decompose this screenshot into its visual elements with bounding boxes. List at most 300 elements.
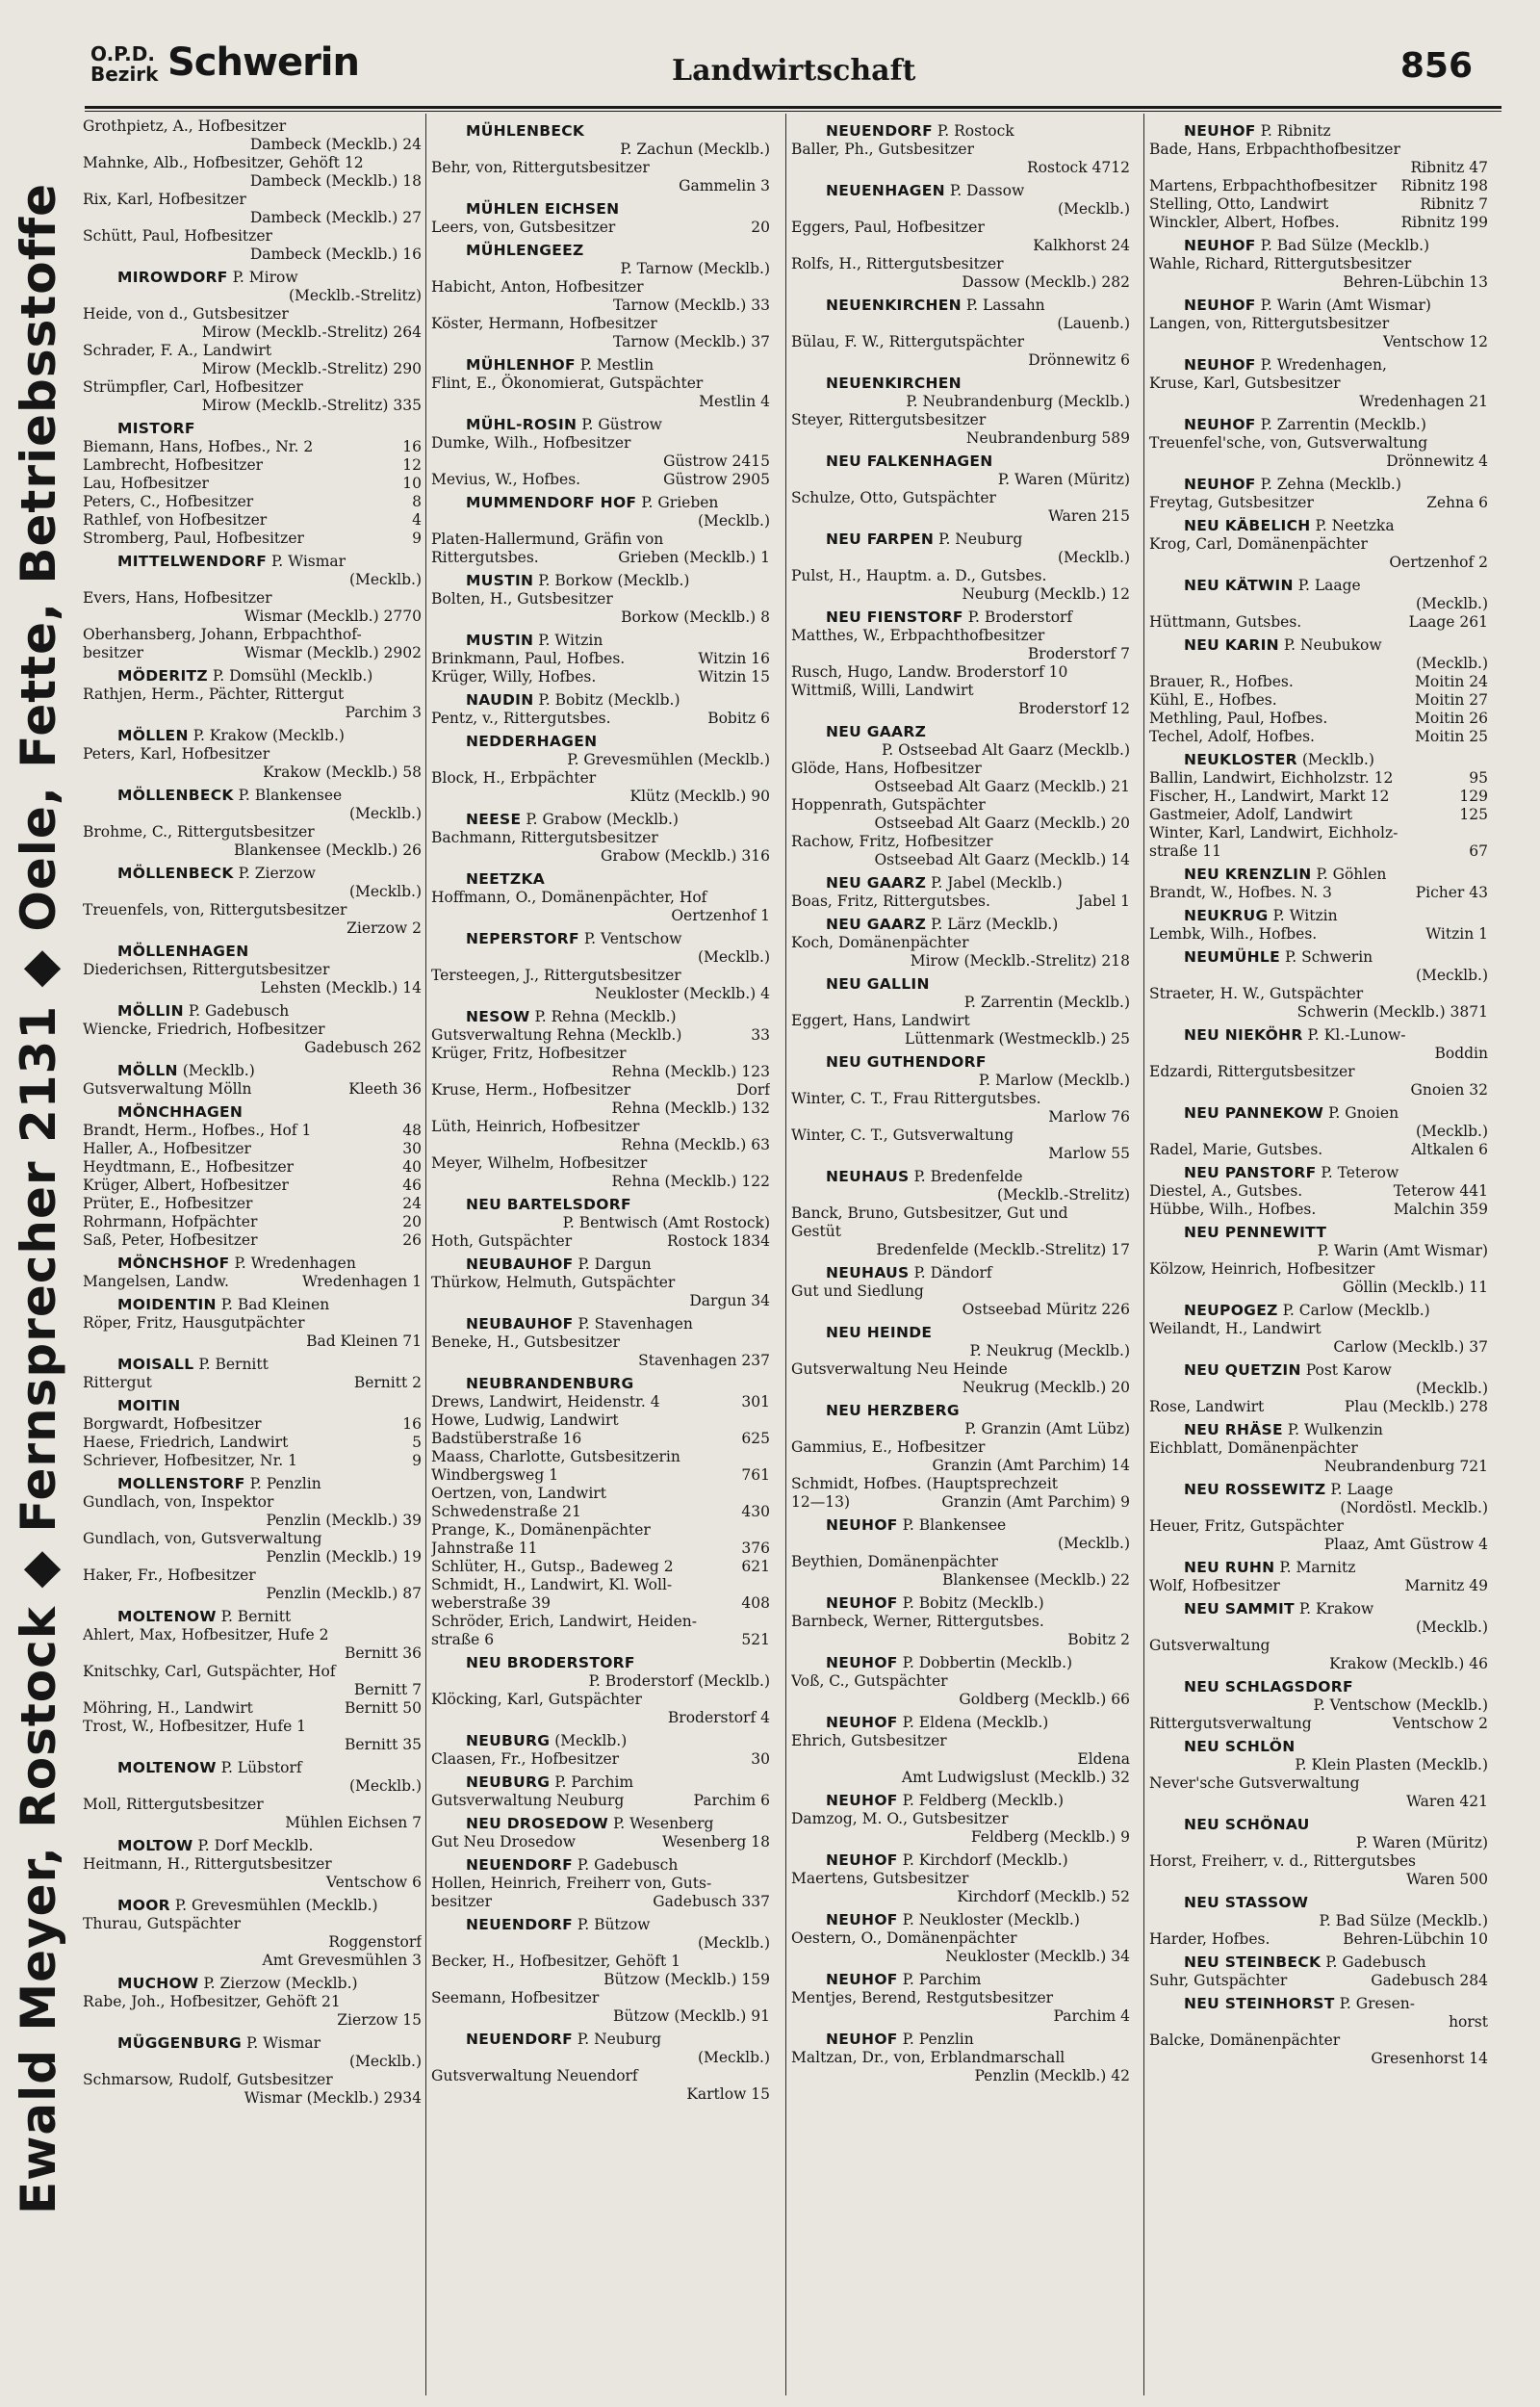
entry-location: (Mecklb.): [348, 805, 422, 822]
entry-phone: Parchim 6: [693, 1792, 770, 1809]
directory-entry: Trost, W., Hofbesitzer, Hufe 1: [83, 1718, 307, 1735]
place-name: NEU FIENSTORF: [826, 608, 963, 626]
place-heading: [791, 916, 1130, 934]
entry-name: Wolf, Hofbesitzer: [1149, 1577, 1280, 1594]
directory-entry-row: [1149, 1972, 1488, 1990]
place-heading: [431, 1255, 770, 1274]
directory-entry: Schröder, Erich, Landwirt, Heiden-: [431, 1613, 697, 1630]
place-heading: [791, 1714, 1130, 1732]
directory-entry-row: [431, 1558, 770, 1576]
post-office: P. Stavenhagen: [578, 1315, 693, 1333]
post-office: P. Bützow: [577, 1916, 651, 1933]
directory-entry: Wahle, Richard, Rittergutsbesitzer: [1149, 255, 1412, 272]
entry-location: Penzlin (Mecklb.) 87: [266, 1585, 422, 1602]
entry-phone: Rostock 1834: [667, 1232, 770, 1250]
entry-name: Rose, Landwirt: [1149, 1398, 1265, 1415]
directory-entry: Beythien, Domänenpächter: [791, 1553, 998, 1570]
entry-location: Mühlen Eichsen 7: [285, 1814, 422, 1831]
place-heading: [1149, 297, 1488, 315]
directory-entry: Maass, Charlotte, Gutsbesitzerin: [431, 1448, 680, 1465]
directory-entry: Hollen, Heinrich, Freiherr von, Guts-: [431, 1875, 712, 1892]
place-heading: [1149, 907, 1488, 925]
directory-entry: Ehrich, Gutsbesitzer: [791, 1732, 947, 1749]
entry-location: (Mecklb.): [697, 948, 770, 966]
entry-phone: Witzin 1: [1425, 925, 1488, 943]
place-heading: [83, 1002, 422, 1021]
entry-location: Stavenhagen 237: [638, 1352, 770, 1369]
place-heading: [791, 297, 1130, 315]
directory-entry: Bolten, H., Gutsbesitzer: [431, 590, 613, 608]
entry-phone: Ribnitz 198: [1400, 177, 1488, 194]
place-name: MÖNCHHAGEN: [117, 1103, 244, 1121]
post-office: P. Gnoien: [1328, 1104, 1399, 1122]
entry-name: Schwedenstraße 21: [431, 1503, 581, 1520]
directory-entry: Thurau, Gutspächter: [83, 1915, 241, 1932]
directory-entry: Kruse, Karl, Gutsbesitzer: [1149, 375, 1341, 392]
directory-entry: Barnbeck, Werner, Rittergutsbes.: [791, 1613, 1044, 1630]
entry-name: Badstüberstraße 16: [431, 1430, 582, 1447]
place-heading: [791, 1516, 1130, 1535]
place-heading: [431, 1732, 770, 1750]
entry-name: Rittergutsverwaltung: [1149, 1715, 1312, 1732]
directory-entry: Oestern, O., Domänenpächter: [791, 1929, 1017, 1947]
entry-location: Kalkhorst 24: [1033, 237, 1130, 254]
entry-phone: Gadebusch 284: [1371, 1972, 1488, 1989]
place-heading: [431, 1773, 770, 1792]
directory-entry: Bade, Hans, Erbpachthofbesitzer: [1149, 141, 1400, 158]
place-heading: [1149, 577, 1488, 595]
post-office: P. Gadebusch: [188, 1002, 290, 1020]
entry-phone: 30: [751, 1750, 770, 1768]
directory-entry: Voß, C., Gutspächter: [791, 1672, 948, 1690]
entry-name: Saß, Peter, Hofbesitzer: [83, 1231, 258, 1249]
place-heading: [431, 200, 770, 219]
entry-phone: Malchin 359: [1393, 1201, 1488, 1218]
entry-location: Neukrug (Mecklb.) 20: [962, 1379, 1130, 1396]
directory-entry: Rusch, Hugo, Landw. Broderstorf 10: [791, 663, 1068, 681]
post-office: P. Broderstorf: [967, 608, 1073, 626]
place-name: NEU SAMMIT: [1184, 1600, 1295, 1618]
directory-entry: Becker, H., Hofbesitzer, Gehöft 1: [431, 1953, 681, 1970]
post-office: P. Grevesmühlen (Mecklb.): [174, 1897, 378, 1914]
district-city: Schwerin: [167, 40, 359, 85]
place-heading: [431, 494, 770, 512]
place-name: NEU KÄBELICH: [1184, 517, 1311, 534]
entry-location: P. Bad Sülze (Mecklb.): [1319, 1912, 1488, 1929]
entry-location: Blankensee (Mecklb.) 22: [941, 1571, 1130, 1589]
entry-name: Schriever, Hofbesitzer, Nr. 1: [83, 1452, 298, 1469]
entry-name: Claasen, Fr., Hofbesitzer: [431, 1750, 620, 1768]
place-heading: [1149, 1481, 1488, 1499]
entry-phone: 26: [402, 1231, 422, 1249]
place-heading: [1149, 1026, 1488, 1045]
post-office: P. Bad Kleinen: [220, 1296, 330, 1313]
directory-entry: Mahnke, Alb., Hofbesitzer, Gehöft 12: [83, 154, 364, 171]
directory-entry: Howe, Ludwig, Landwirt: [431, 1411, 619, 1429]
post-office: P. Güstrow: [581, 416, 662, 433]
entry-phone: Moitin 27: [1415, 691, 1488, 709]
entry-location: Broderstorf 4: [667, 1709, 770, 1726]
place-heading: [83, 727, 422, 745]
place-heading: [431, 811, 770, 829]
entry-name: Techel, Adolf, Hofbes.: [1149, 728, 1315, 745]
entry-name: Stromberg, Paul, Hofbesitzer: [83, 530, 304, 547]
post-office: P. Dändorf: [913, 1264, 992, 1281]
entry-location: P. Neubrandenburg (Mecklb.): [906, 393, 1130, 410]
directory-entry: Ahlert, Max, Hofbesitzer, Hufe 2: [83, 1626, 329, 1643]
entry-location: Bützow (Mecklb.) 159: [603, 1971, 770, 1988]
entry-phone: 46: [402, 1177, 422, 1194]
entry-location: Waren 500: [1406, 1871, 1488, 1888]
directory-entry-row: [431, 1893, 770, 1911]
entry-location: Marlow 76: [1048, 1108, 1130, 1126]
directory-column-1: [83, 117, 422, 2399]
entry-phone: 621: [741, 1558, 770, 1575]
post-office: P. Grabow (Mecklb.): [526, 811, 679, 828]
place-name: NEU BARTELSDORF: [466, 1196, 631, 1213]
entry-location: Mirow (Mecklb.-Strelitz) 335: [201, 397, 422, 414]
entry-location: (Mecklb.): [1057, 549, 1130, 566]
place-name: NEU GAARZ: [826, 916, 927, 933]
entry-location: Bützow (Mecklb.) 91: [613, 2007, 770, 2025]
place-name: NEU GUTHENDORF: [826, 1053, 987, 1071]
entry-name: Diestel, A., Gutsbes.: [1149, 1182, 1303, 1200]
post-office: P. Parchim: [554, 1773, 634, 1791]
directory-entry: Strümpfler, Carl, Hofbesitzer: [83, 378, 303, 396]
entry-location: Blankensee (Mecklb.) 26: [233, 841, 422, 859]
column-divider: [1143, 114, 1144, 2395]
entry-location: Wismar (Mecklb.) 2770: [244, 608, 422, 625]
entry-location: Ostseebad Alt Gaarz (Mecklb.) 14: [874, 851, 1130, 868]
post-office: P. Kirchdorf (Mecklb.): [902, 1851, 1068, 1869]
entry-phone: Wredenhagen 1: [302, 1273, 422, 1290]
directory-entry: Winter, C. T., Gutsverwaltung: [791, 1126, 1014, 1144]
post-office: P. Bad Sülze (Mecklb.): [1260, 237, 1430, 254]
entry-location: Eldena: [1077, 1750, 1130, 1768]
entry-name: Lembk, Wilh., Hofbes.: [1149, 925, 1318, 943]
entry-location: Rostock 4712: [1027, 159, 1130, 176]
entry-location: P. Marlow (Mecklb.): [978, 1072, 1130, 1089]
entry-phone: 4: [412, 511, 422, 529]
place-heading: [431, 356, 770, 375]
entry-phone: Bernitt 2: [353, 1374, 422, 1391]
entry-location: Penzlin (Mecklb.) 42: [974, 2067, 1130, 2084]
directory-entry-row: [1149, 1398, 1488, 1416]
directory-entry-row: [1149, 177, 1488, 195]
directory-entry: Rachow, Fritz, Hofbesitzer: [791, 833, 993, 850]
entry-phone: Ventschow 2: [1392, 1715, 1488, 1732]
post-office: P. Neuburg: [577, 2031, 662, 2048]
directory-entry: Behr, von, Rittergutsbesitzer: [431, 159, 650, 176]
place-heading: [431, 930, 770, 948]
entry-location: (Mecklb.): [697, 512, 770, 530]
place-heading: [83, 1475, 422, 1493]
place-name: NEUHAUS: [826, 1168, 910, 1185]
entry-location: Rehna (Mecklb.) 132: [611, 1100, 770, 1117]
entry-name: Winter, Karl, Landwirt, Eichholz-: [1149, 824, 1399, 841]
directory-entry-row: [1149, 494, 1488, 512]
entry-location: Tarnow (Mecklb.) 33: [613, 297, 770, 314]
entry-phone: Moitin 25: [1415, 728, 1488, 745]
directory-entry-row: [431, 1631, 770, 1649]
entry-location: Dambeck (Mecklb.) 18: [249, 172, 422, 190]
entry-phone: Wesenberg 18: [661, 1833, 770, 1851]
directory-entry-row: [1149, 1182, 1488, 1201]
place-heading: [791, 1264, 1130, 1282]
entry-location: (Mecklb.): [1415, 967, 1488, 984]
entry-location: Mestlin 4: [699, 393, 770, 410]
post-office: P. Teterow: [1321, 1164, 1399, 1181]
entry-name: Harder, Hofbes.: [1149, 1930, 1270, 1948]
directory-entry: Straeter, H. W., Gutspächter: [1149, 985, 1364, 1002]
post-office: P. Bernitt: [220, 1608, 292, 1625]
entry-location: Dambeck (Mecklb.) 16: [249, 246, 422, 263]
place-heading: [431, 691, 770, 710]
post-office: (Mecklb.): [182, 1062, 255, 1079]
directory-entry-row: [1149, 824, 1488, 842]
entry-name: Krüger, Albert, Hofbesitzer: [83, 1177, 289, 1194]
place-name: MITTELWENDORF: [117, 553, 268, 570]
directory-entry-row: [1149, 214, 1488, 232]
advert-text: Ewald Meyer, Rostock ◆ Fernsprecher 2131 ◆ Oele, Fette, Betriebsstoffe: [11, 182, 66, 2215]
entry-name: Rittergutsbes.: [431, 549, 539, 566]
post-office: P. Dobbertin (Mecklb.): [902, 1654, 1073, 1671]
entry-location: Bernitt 36: [344, 1644, 422, 1662]
place-name: NEUBURG: [466, 1773, 551, 1791]
entry-name: Boas, Fritz, Rittergutsbes.: [791, 893, 990, 910]
entry-name: Möhring, H., Landwirt: [83, 1699, 253, 1717]
place-heading: [1149, 866, 1488, 884]
entry-phone: Gadebusch 337: [653, 1893, 770, 1910]
post-office: P. Zehna (Mecklb.): [1260, 476, 1401, 493]
place-name: NEDDERHAGEN: [466, 733, 598, 750]
place-heading: [83, 1608, 422, 1626]
place-name: NEUHOF: [826, 1654, 898, 1671]
directory-entry: Bülau, F. W., Rittergutspächter: [791, 333, 1024, 350]
entry-name: Pentz, v., Rittergutsbes.: [431, 710, 611, 727]
place-name: NEUBAUHOF: [466, 1315, 574, 1333]
directory-entry-row: [431, 1833, 770, 1851]
place-heading: [83, 1837, 422, 1855]
entry-phone: 16: [402, 438, 422, 455]
entry-location: Wismar (Mecklb.) 2934: [244, 2089, 422, 2107]
place-heading: [791, 1594, 1130, 1613]
directory-entry-row: [1149, 1141, 1488, 1159]
place-name: NEUHOF: [826, 1594, 898, 1612]
entry-phone: Ribnitz 7: [1420, 195, 1488, 213]
entry-phone: Witzin 16: [698, 650, 770, 667]
entry-location: (Mecklb.): [348, 571, 422, 588]
place-heading: [1149, 1894, 1488, 1912]
entry-name: Borgwardt, Hofbesitzer: [83, 1415, 262, 1433]
entry-phone: 30: [402, 1140, 422, 1157]
entry-location: Neukloster (Mecklb.) 4: [595, 985, 770, 1002]
place-name: MOLLENSTORF: [117, 1475, 245, 1492]
post-office: P. Neetzka: [1315, 517, 1395, 534]
place-name: NEU FARPEN: [826, 531, 935, 548]
entry-location: Dambeck (Mecklb.) 27: [249, 209, 422, 226]
directory-entry-row: [431, 1026, 770, 1045]
directory-entry: Habicht, Anton, Hofbesitzer: [431, 278, 644, 296]
directory-entry: Gundlach, von, Gutsverwaltung: [83, 1530, 322, 1547]
directory-entry: Klöcking, Karl, Gutspächter: [431, 1691, 642, 1708]
entry-phone: Ribnitz 199: [1400, 214, 1488, 231]
directory-entry-row: [431, 549, 770, 567]
entry-phone: 9: [412, 530, 422, 547]
entry-name: Hoth, Gutspächter: [431, 1232, 573, 1250]
post-office: P. Warin (Amt Wismar): [1260, 297, 1431, 314]
directory-entry: Matthes, W., Erbpachthofbesitzer: [791, 627, 1045, 644]
post-office: P. Blankensee: [238, 787, 343, 804]
place-name: NEUHOF: [826, 1714, 898, 1731]
entry-location: (Mecklb.): [1057, 200, 1130, 218]
place-heading: [1149, 948, 1488, 967]
post-office: P. Blankensee: [902, 1516, 1007, 1534]
entry-location: (Mecklb.): [1415, 595, 1488, 612]
entry-name: Winckler, Albert, Hofbes.: [1149, 214, 1340, 231]
directory-entry-row: [83, 530, 422, 548]
directory-entry-row: [431, 1792, 770, 1810]
post-office: P. Lübstorf: [220, 1759, 302, 1776]
place-name: NEUENHAGEN: [826, 182, 945, 199]
entry-location: Ostseebad Alt Gaarz (Mecklb.) 20: [874, 815, 1130, 832]
directory-entry: Koch, Domänenpächter: [791, 934, 969, 951]
entry-name: Gutsverwaltung Rehna (Mecklb.): [431, 1026, 682, 1044]
place-name: NEU KÄTWIN: [1184, 577, 1294, 594]
place-name: NEUMÜHLE: [1184, 948, 1280, 966]
directory-entry: Beneke, H., Gutsbesitzer: [431, 1333, 620, 1351]
place-heading: [83, 1759, 422, 1777]
place-heading: [1149, 122, 1488, 141]
directory-entry: Baller, Ph., Gutsbesitzer: [791, 141, 975, 158]
entry-phone: 20: [751, 219, 770, 236]
directory-entry: Rabe, Joh., Hofbesitzer, Gehöft 21: [83, 1993, 341, 2010]
directory-entry: Heuer, Fritz, Gutspächter: [1149, 1517, 1344, 1535]
entry-location: (Mecklb.): [1057, 1535, 1130, 1552]
place-name: NEU GALLIN: [826, 975, 930, 993]
directory-entry-row: [1149, 195, 1488, 214]
entry-name: Peters, C., Hofbesitzer: [83, 493, 254, 510]
directory-entry-row: [791, 1493, 1130, 1512]
entry-location: Broderstorf 7: [1027, 645, 1130, 662]
place-name: MÜGGENBURG: [117, 2034, 243, 2052]
place-name: MÜHL-ROSIN: [466, 416, 578, 433]
entry-phone: 95: [1469, 769, 1488, 787]
header-rule: [85, 106, 1502, 109]
entry-phone: Jabel 1: [1077, 893, 1130, 910]
entry-phone: Granzin (Amt Parchim) 9: [941, 1493, 1130, 1511]
place-heading: [1149, 416, 1488, 434]
directory-entry-row: [1149, 673, 1488, 691]
place-heading: [791, 1053, 1130, 1072]
directory-entry: Schmarsow, Rudolf, Gutsbesitzer: [83, 2071, 333, 2088]
directory-entry-row: [83, 1699, 422, 1718]
directory-entry: Gutsverwaltung: [1149, 1637, 1270, 1654]
entry-location: Göllin (Mecklb.) 11: [1342, 1279, 1488, 1296]
entry-location: Amt Grevesmühlen 3: [262, 1952, 422, 1969]
entry-phone: 625: [741, 1430, 770, 1447]
directory-entry-row: [1149, 728, 1488, 746]
place-heading: [791, 375, 1130, 393]
directory-entry: Gestüt: [791, 1223, 841, 1240]
post-office: P. Gadebusch: [577, 1856, 679, 1874]
place-name: MOIDENTIN: [117, 1296, 217, 1313]
directory-entry: Hoffmann, O., Domänenpächter, Hof: [431, 889, 707, 906]
entry-location: Krakow (Mecklb.) 46: [1329, 1655, 1488, 1672]
place-name: NEUHOF: [826, 1792, 898, 1809]
directory-entry: Krüger, Fritz, Hofbesitzer: [431, 1045, 627, 1062]
directory-entry-row: [83, 1213, 422, 1231]
place-heading: [1149, 237, 1488, 255]
entry-location: (Mecklb.): [1415, 655, 1488, 672]
post-office: P. Witzin: [1272, 907, 1338, 924]
directory-entry: Knitschky, Carl, Gutspächter, Hof: [83, 1663, 336, 1680]
directory-entry-row: [431, 219, 770, 237]
header-rule-thin: [85, 111, 1502, 112]
place-name: MÖLLIN: [117, 1002, 184, 1020]
entry-location: Grabow (Mecklb.) 316: [600, 847, 770, 865]
entry-location: Oertzenhof 2: [1389, 554, 1488, 571]
place-heading: [791, 2031, 1130, 2049]
place-name: NEUENDORF: [466, 1916, 573, 1933]
place-name: NEUENKIRCHEN: [826, 297, 962, 314]
directory-entry: Damzog, M. O., Gutsbesitzer: [791, 1810, 1009, 1827]
directory-entry: Rolfs, H., Rittergutsbesitzer: [791, 255, 1004, 272]
directory-entry: Block, H., Erbpächter: [431, 769, 597, 787]
post-office: P. Dorf Mecklb.: [197, 1837, 314, 1854]
entry-phone: Marnitz 49: [1404, 1577, 1488, 1594]
place-heading: [431, 632, 770, 650]
entry-phone: Moitin 26: [1415, 710, 1488, 727]
entry-location: P. Tarnow (Mecklb.): [620, 260, 770, 277]
entry-phone: 430: [741, 1503, 770, 1520]
directory-entry-row: [83, 475, 422, 493]
place-name: NEU SCHÖNAU: [1184, 1816, 1310, 1833]
entry-location: P. Ostseebad Alt Gaarz (Mecklb.): [881, 741, 1130, 759]
place-heading: [1149, 1954, 1488, 1972]
place-name: NESOW: [466, 1008, 530, 1025]
place-heading: [83, 1296, 422, 1314]
place-heading: [431, 1654, 770, 1672]
post-office: P. Wulkenzin: [1287, 1421, 1383, 1438]
post-office: P. Wesenberg: [612, 1815, 714, 1832]
directory-entry: Gutsverwaltung Neuendorf: [431, 2067, 638, 2084]
entry-name: Krüger, Willy, Hofbes.: [431, 668, 597, 686]
place-name: NEESE: [466, 811, 522, 828]
directory-entry-row: [791, 893, 1130, 911]
place-heading: [791, 122, 1130, 141]
place-heading: [431, 122, 770, 141]
entry-location: Neubrandenburg 721: [1323, 1458, 1488, 1475]
directory-entry: Pulst, H., Hauptm. a. D., Gutsbes.: [791, 567, 1047, 584]
opd-line1: O.P.D.: [90, 42, 155, 65]
entry-location: Gresenhorst 14: [1371, 2050, 1488, 2067]
directory-entry-row: [431, 1081, 770, 1100]
place-heading: [791, 182, 1130, 200]
directory-entry: Langen, von, Rittergutsbesitzer: [1149, 315, 1390, 332]
post-office: P. Göhlen: [1316, 866, 1387, 883]
place-heading: [791, 608, 1130, 627]
place-heading: [1149, 1738, 1488, 1756]
entry-location: Bad Kleinen 71: [306, 1333, 422, 1350]
entry-location: P. Broderstorf (Mecklb.): [588, 1672, 770, 1690]
entry-name: Ballin, Landwirt, Eichholzstr. 12: [1149, 769, 1394, 787]
directory-entry-row: [83, 438, 422, 456]
entry-location: (Mecklb.): [697, 1934, 770, 1952]
place-heading: [1149, 1995, 1488, 2013]
place-heading: [791, 1324, 1130, 1342]
post-office: P. Krakow (Mecklb.): [192, 727, 345, 744]
